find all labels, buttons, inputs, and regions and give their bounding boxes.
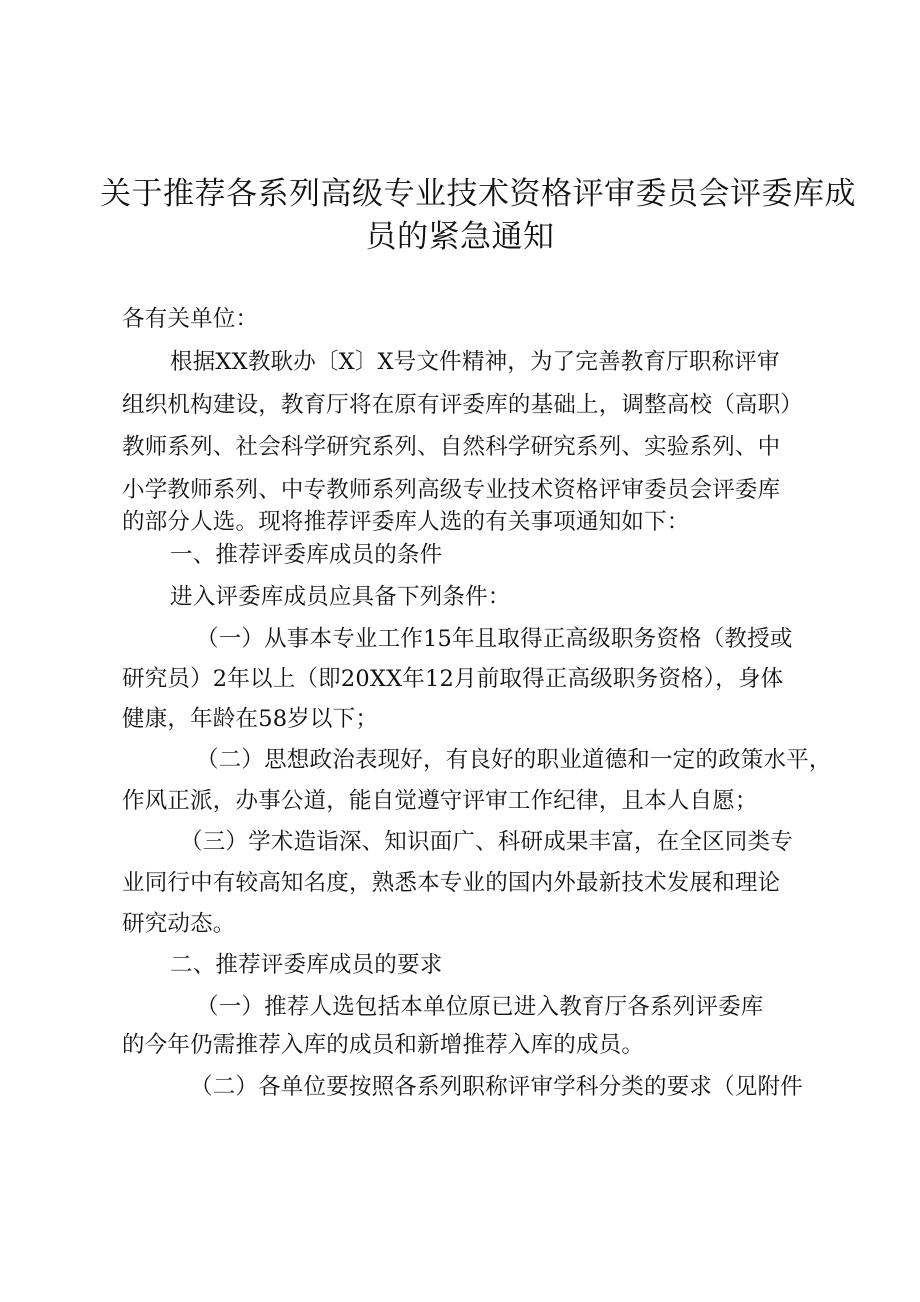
paragraph-line: （一）从事本专业工作15年且取得正高级职务资格（教授或 — [196, 626, 793, 652]
paragraph-line: 健康，年龄在58岁以下； — [122, 706, 379, 732]
paragraph-line: 的部分人选。现将推荐评委库人选的有关事项通知如下： — [122, 509, 690, 535]
paragraph-line: （二）各单位要按照各系列职称评审学科分类的要求（见附件 — [190, 1074, 803, 1100]
paragraph-line: 根据XX教耿办〔X〕X号文件精神，为了完善教育厅职称评审 — [170, 349, 780, 375]
document-title-line-2: 员的紧急通知 — [365, 219, 555, 255]
paragraph-line: 进入评委库成员应具备下列条件： — [170, 584, 511, 610]
paragraph-line: 研究动态。 — [122, 911, 236, 937]
paragraph-line: （一）推荐人选包括本单位原已进入教育厅各系列评委库 — [196, 994, 764, 1020]
paragraph-line: 组织机构建设，教育厅将在原有评委库的基础上，调整高校（高职） — [122, 392, 804, 418]
paragraph-line: 业同行中有较高知名度，熟悉本专业的国内外最新技术发展和理论 — [122, 870, 781, 896]
paragraph-line: （二）思想政治表现好，有良好的职业道德和一定的政策水平， — [196, 747, 832, 773]
paragraph-line: 的今年仍需推荐入库的成员和新增推荐入库的成员。 — [122, 1032, 645, 1058]
section-heading: 二、推荐评委库成员的要求 — [170, 952, 443, 978]
salutation: 各有关单位： — [122, 306, 259, 332]
paragraph-line: 研究员）2年以上（即20XX年12月前取得正高级职务资格），身体 — [122, 666, 784, 692]
paragraph-line: 小学教师系列、中专教师系列高级专业技术资格评审委员会评委库 — [122, 477, 781, 503]
section-heading: 一、推荐评委库成员的条件 — [170, 542, 443, 568]
paragraph-line: （三）学术造诣深、知识面广、科研成果丰富，在全区同类专 — [180, 829, 793, 855]
document-title-line-1: 关于推荐各系列高级专业技术资格评审委员会评委库成 — [100, 176, 856, 212]
paragraph-line: 教师系列、社会科学研究系列、自然科学研究系列、实验系列、中 — [122, 434, 781, 460]
paragraph-line: 作风正派，办事公道，能自觉遵守评审工作纪律，且本人自愿； — [122, 788, 758, 814]
